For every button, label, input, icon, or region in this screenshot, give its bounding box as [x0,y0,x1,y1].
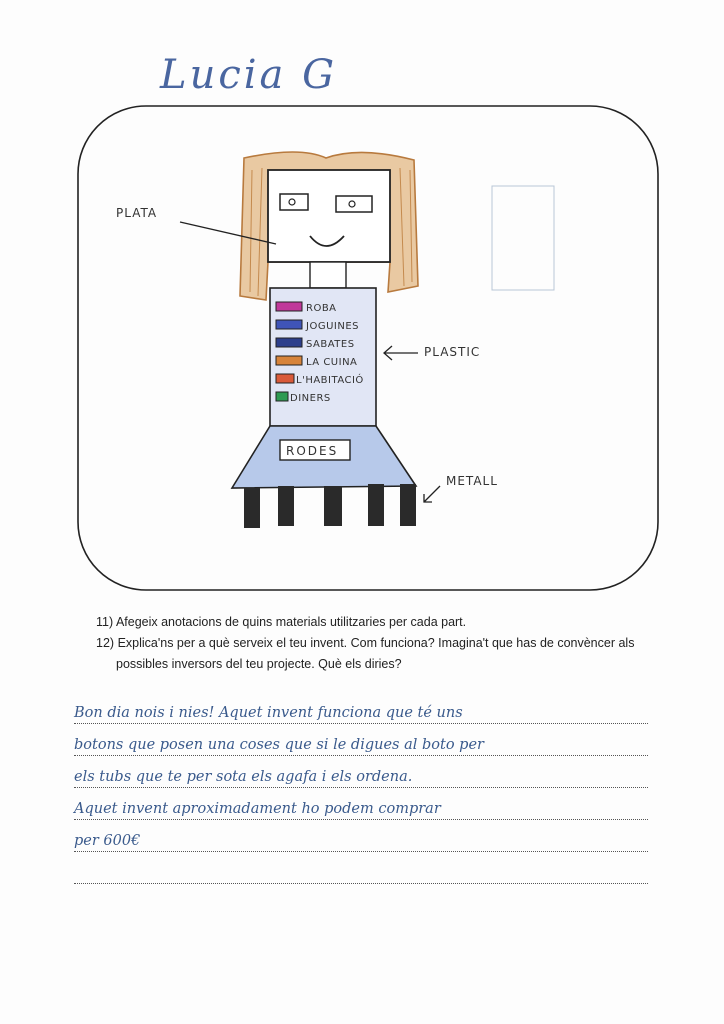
compartment-button [276,320,302,329]
tube [278,486,294,526]
question-11 [96,612,666,633]
robot-drawing [180,152,440,528]
compartment-label: SABATES [306,339,355,350]
compartment-label: DINERS [290,393,331,404]
compartment-button [276,374,294,383]
compartment-label: ROBA [306,303,337,314]
rodes-label: RODES [286,444,339,458]
question-12 [96,633,666,654]
answer-line [74,788,648,820]
answer-line [74,724,648,756]
robot-face [268,170,390,262]
compartment-button [276,302,302,311]
answer-text: Bon dia nois i nies! Aquet invent funciona que té uns [74,705,463,721]
plastic-label: PLASTIC [424,345,481,359]
tube [368,484,384,526]
metal-tubes [244,484,416,528]
tube [400,484,416,526]
plastic-arrow [384,346,418,360]
plata-label: PLATA [116,206,158,220]
metall-label: METALL [446,474,498,488]
answer-text: per 600€ [74,833,141,849]
tube [324,486,342,526]
robot-neck [310,262,346,288]
answer-line [74,820,648,852]
question-text: Afegeix anotacions de quins materials utilitzaries per cada part. [115,615,467,629]
compartment-button [276,338,302,347]
answer-line [74,692,648,724]
answer-text: botons que posen una coses que si le digues al boto per [74,737,484,753]
answer-line [74,756,648,788]
question-12-continuation: possibles inversors del teu projecte. Què els diries? [116,657,402,671]
question-text: Explica'ns per a què serveix el teu invent. Com funciona? Imagina't que has de convèncer als [117,636,635,650]
answer-line [74,852,648,884]
compartment-label: JOGUINES [306,321,359,332]
compartment-label: L'HABITACIÓ [296,375,364,386]
faint-sketch-rect [492,186,554,290]
compartment-button [276,356,302,365]
answer-text: els tubs que te per sota els agafa i els ordena. [74,769,413,785]
compartment-label: LA CUINA [306,357,358,368]
question-number: 12) [96,636,115,650]
question-list [96,612,666,675]
answer-text: Aquet invent aproximadament ho podem comprar [74,801,441,817]
metall-arrow [424,486,440,502]
compartment-button [276,392,288,401]
answer-area [74,692,648,884]
tube [244,488,260,528]
question-number: 11) [96,615,114,629]
student-name: Lucia G [160,52,338,98]
